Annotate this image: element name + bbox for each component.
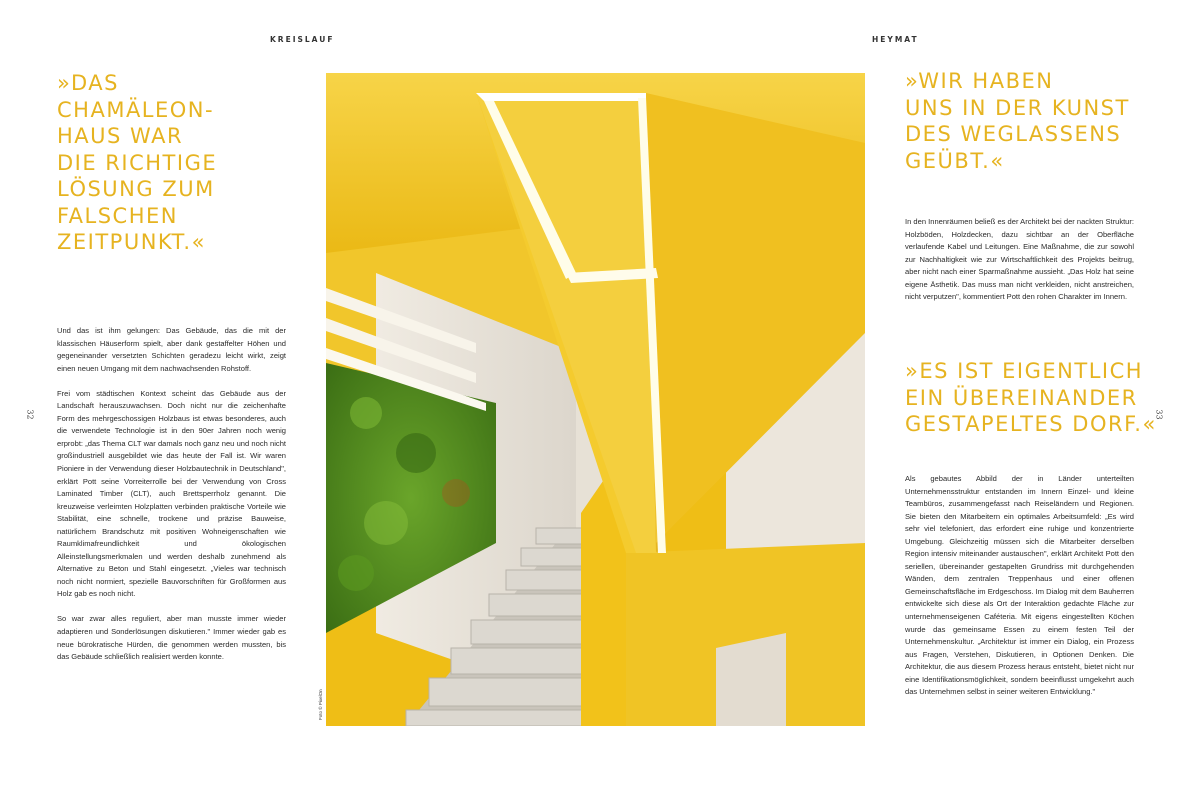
page-number-left: 32 xyxy=(25,409,35,420)
photo-credit: Foto © PixelOn xyxy=(318,689,323,720)
pull-quote-right-1: »WIR HABEN UNS IN DER KUNST DES WEGLASSENS GEÜBT.« xyxy=(905,69,1130,173)
page-number-right: 33 xyxy=(1154,409,1164,420)
section-running-head-right: HEYMAT xyxy=(872,35,919,44)
section-running-head-left: KREISLAUF xyxy=(270,35,335,44)
right-paragraph-2: Als gebautes Abbild der in Länder unterteilten Unternehmensstruktur entstanden im Innern Einzel- und kleine Teambüros, zusammengefasst nach Reiseländern und Regionen. Sie bieten den Mitarbeitern ein optimales Arbeitsumfeld: „Es wird sehr viel telefoniert, das erfordert eine ruhige und konzentrierte Umgebung. Gleichzeitig müssen sich die Mitarbeiter derselben Region intensiv miteinander austauschen", erklärt Architekt Pott den seriellen, übereinander gestapelten Grundriss mit durchgehenden Wänden, dem zentralen Treppenhaus und einer offenen Gemeinschaftsfläche im Erdgeschoss. Im Dialog mit dem Bauherren entwickelte sich diese als Ort der Interaktion gedachte Fläche zur unternehmenseigenen Caféteria. Mit eigens eingestellten Köchen wurde das gemeinsame Essen zu einem festen Teil der Unternehmenskultur. „Architektur ist immer ein Dialog, ein Prozess aus Fragen, Verstehen, Diskutieren, in Optionen Denken. Die Architektur, die aus diesem Prozess heraus entsteht, bietet nicht nur eine Identifikationsmöglichkeit, sondern beeinflusst umgekehrt auch das Unternehmen selbst in seiner weiteren Entwicklung." xyxy=(905,474,1134,697)
left-paragraph-1: Und das ist ihm gelungen: Das Gebäude, das die mit der klassischen Häuserform spielt, aber dank gestaffelter Höhen und gegeneinander versetzten Schichten geradezu leicht wirkt, zeigt einen neuen Umgang mit dem nachwachsenden Rohstoff. xyxy=(57,326,286,373)
stairwell-illustration xyxy=(326,73,865,726)
right-body-text-1 xyxy=(905,216,1134,316)
right-paragraph-1: In den Innenräumen beließ es der Architekt bei der nackten Struktur: Holzböden, Holzdecken, dazu sichtbar an der Oberfläche verlaufende Kabel und Leitungen. Eine Maßnahme, die zur sowohl zur Nachhaltigkeit wie zur Wirtschaftlichkeit des Projekts beitrug, aber nicht nach einer Sparmaßnahme aussieht. „Das Holz hat seine eigene Ästhetik. Das muss man nicht verkleiden, nicht anstreichen, nicht verputzen", kommentiert Pott den rohen Charakter im Innern. xyxy=(905,217,1134,302)
left-paragraph-3: So war zwar alles reguliert, aber man musste immer wieder adaptieren und Sonderlösungen diskutieren." Immer wieder gab es neue bürokratische Hürden, die genommen werden mussten, bis das Gebäude schließlich realisiert werden konnte. xyxy=(57,614,286,662)
left-body-text xyxy=(57,325,286,676)
stairwell-photo xyxy=(326,73,865,726)
right-body-text-2 xyxy=(905,473,1134,711)
pull-quote-right-2: »ES IST EIGENTLICH EIN ÜBEREINANDER GESTAPELTES DORF.« xyxy=(905,359,1157,436)
left-paragraph-2: Frei vom städtischen Kontext scheint das Gebäude aus der Landschaft herauszuwachsen. Doch nicht nur die zeichenhafte Form des mehrgeschossigen Holzbaus ist etwas besonderes, auch die verwendete Technologie ist in den 90er Jahren noch wenig erprobt: „das Thema CLT war damals noch ganz neu und noch nicht großindustriell ausgebildet wie das heute der Fall ist. Wir waren Pioniere in der Verwendung dieser Holzbautechnik in Deutschland", erklärt Pott seine Vorreiterrolle bei der Verwendung von Cross Laminated Timber (CLT), auch Brettsperrholz genannt. Die kreuzweise verleimten Holzplatten verbinden praktische Vorteile wie Stabilität, eine schnelle, trockene und präzise Bauweise, natürlichem Brandschutz mit positiven Wohneigenschaften wie Raumklimafreundlichkeit und ökologischen Alleinstellungsmerkmalen und werden deshalb zunehmend als Alternative zu Beton und Stahl eingesetzt. „Vieles war technisch noch nicht normiert, spezielle Bauvorschriften für Großformen aus Holz gab es noch nicht. xyxy=(57,388,286,599)
pull-quote-left: »DAS CHAMÄLEON- HAUS WAR DIE RICHTIGE LÖSUNG ZUM FALSCHEN ZEITPUNKT.« xyxy=(57,71,218,254)
